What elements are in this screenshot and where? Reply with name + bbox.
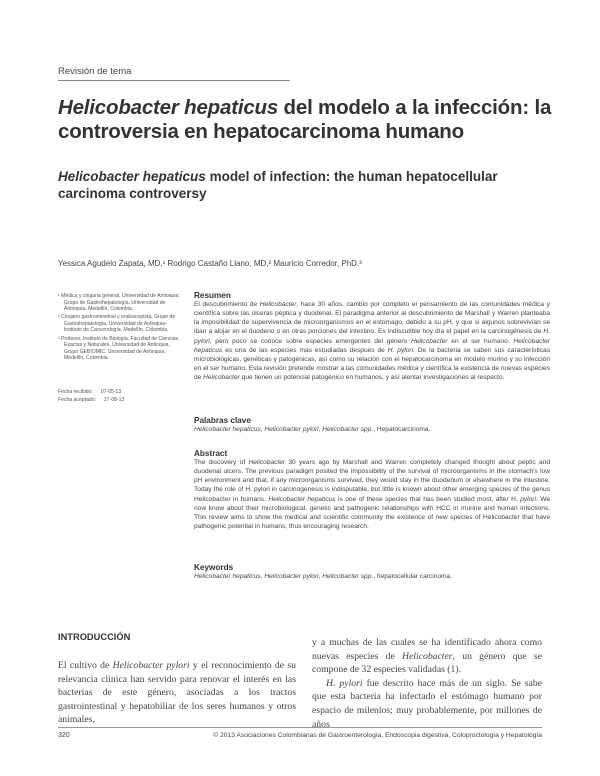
palabras-clave-section <box>194 416 550 434</box>
text-run: y el reconocimiento de su relevancia clínica han servido para renovar el interés en las bacterias de este género, asociadas a los tractos gastrointestinal y hepatobiliar de los seres humanos y otros animales, <box>58 660 296 726</box>
title-english-genus: Helicobacter hepaticus <box>58 169 206 184</box>
italic-run: Helicobacter <box>248 459 286 466</box>
italic-run: Helicobacter hepaticus, Helicobacter pylori, Helicobacter spp. <box>194 573 374 580</box>
text-run: . We now know about their microbiological, genetic and pathogenic relationships with HCC in murine and human infections. This review aims to show the medical and scientific community the existence of new species of Helicobacter that have pathogenic potential in humans, thus encouraging research. <box>194 495 550 531</box>
resumen-text <box>194 300 550 382</box>
italic-run: Helicobacter <box>402 650 453 662</box>
italic-run: Helicobacter <box>203 374 240 382</box>
italic-run: H. pylori <box>387 346 414 354</box>
keywords-text <box>194 572 550 581</box>
text-run: The discovery of <box>194 459 249 466</box>
accepted-date <box>58 397 180 405</box>
italic-run: H. pylori <box>326 677 363 689</box>
text-run: , Hepatocarcinoma. <box>373 426 431 433</box>
affiliation-item: ¹ Médica y cirujana general, Universidad de Antioquia; Grupo de Gastrohepatología, Universidad de Antioquia. Medellín, Colombia. <box>58 293 180 313</box>
text-run: . De la bacteria se saben sus características microbiológicas, genéticas y patogénicas, así como su relación con el hepatocarcinoma en modelo murino y su infección en el ser humano. Esta revisión pretende mostrar a las comunidades médica y científica la existencia de nuevas especies de <box>194 346 551 382</box>
italic-run: Helicobacter hepaticus <box>268 495 336 503</box>
title-english <box>58 168 538 202</box>
italic-run: Helicobacter hepaticus <box>194 337 551 354</box>
text-run: que tienen un potencial patogénico en humanos, y así alentar investigaciones al respecto. <box>239 374 505 382</box>
resumen-heading: Resumen <box>194 291 231 300</box>
resumen-section <box>194 291 550 382</box>
accepted-label: Fecha aceptado: <box>58 396 96 403</box>
text-run: , hace 30 años, cambió por completo el pensamiento de las comunidades médica y científica sobre las úlceras péptica y duodenal. El paradigma anterior al descubrimiento de Marshall y Warren planteaba la imposibilidad de supervivencia de microorganismos en el estómago, debido a su pH, y que si algunos sobrevivían se iban a alojar en el duodeno o en otras porciones del intestino. Es indiscutible hoy día el papel en la carcinogénesis de <box>194 301 550 336</box>
received-label: Fecha recibido: <box>58 389 93 395</box>
text-run: El descubrimiento de <box>194 301 260 308</box>
footer-divider <box>58 727 542 728</box>
introduction-heading: INTRODUCCIÓN <box>58 632 131 642</box>
title-english-rest: model of infection: the human hepatocellular carcinoma controversy <box>58 169 498 201</box>
text-run: , hepatocellular carcinoma. <box>373 573 453 580</box>
author-list: Yessica Agudelo Zapata, MD,¹ Rodrigo Castaño Llano, MD,² Mauricio Corredor, PhD.³ <box>58 259 362 268</box>
section-label: Revisión de tema <box>58 66 132 77</box>
text-run: 30 years ago by Marshall and Warren completely changed thought about peptic and duodenal ulcers. The previous paradigm posited the impossibility of the survival of microorganisms in the stomach's low pH environment and that, if any microorganisms survived, they would stay in the duodenum or elsewhere in the intestine. Today the role of H. pylori in carcinogenesis is indisputable, but little is known about other emerging species of the genus Helicobacter in humans. <box>194 459 550 503</box>
italic-run: Helicobacter hepaticus, Helicobacter pylori, Helicobacter spp. <box>194 426 374 433</box>
received-date <box>58 389 180 397</box>
italic-run: Helicobacter pylori <box>112 660 190 671</box>
paragraph <box>312 636 542 677</box>
italic-run: Helicobacter <box>410 337 448 345</box>
affiliation-item: ³ Profesor, Instituto de Biología, Facultad de Ciencias Exactas y Naturales, Universidad de Antioquia, Grupo GEBIOMIC, Universidad de Antioquia. Medellín, Colombia. <box>58 335 179 362</box>
keywords-heading: Keywords <box>194 563 234 572</box>
paragraph <box>312 677 542 731</box>
palabras-clave-text <box>194 425 550 434</box>
italic-run: Helicobacter <box>259 301 297 308</box>
affiliations <box>58 293 180 363</box>
abstract-text <box>194 458 550 531</box>
received-value: 07-05-13 <box>100 389 122 395</box>
page-number: 320 <box>58 732 70 739</box>
text-run: is one of these species that has been studied most, after H. <box>335 495 521 503</box>
title-spanish-rest: del modelo a la infección: la controversia en hepatocarcinoma humano <box>58 96 552 143</box>
affiliation-item: ² Cirujano gastrointestinal y endoscopista, Grupo de Gastrohepatología, Universidad de Antioquia-Instituto de Cancerología. Medellín, Colombia. <box>58 314 176 334</box>
text-run: , un género que se compone de 32 especies validadas (1). <box>312 650 542 676</box>
keywords-section <box>194 563 550 581</box>
text-run: es una de las especies más estudiadas después de <box>222 346 388 354</box>
introduction-left-column <box>58 659 296 727</box>
text-run: en el ser humano. <box>447 337 514 345</box>
abstract-section <box>194 449 550 531</box>
accepted-value: 27-08-13 <box>103 396 125 403</box>
introduction-right-column <box>312 636 542 731</box>
copyright-notice: © 2013 Asociaciones Colombianas de Gastroenterología, Endoscopia digestiva, Coloproctología y Hepatología <box>213 732 542 739</box>
title-spanish <box>58 96 558 144</box>
palabras-clave-heading: Palabras clave <box>194 416 251 425</box>
text-run: El cultivo de <box>58 660 113 671</box>
article-dates <box>58 389 180 404</box>
text-run: y a muchas de las cuales se ha identificado ahora como nuevas especies de <box>312 637 542 662</box>
title-spanish-genus: Helicobacter hepaticus <box>58 96 279 119</box>
italic-run: pylori <box>520 495 536 503</box>
text-run: , pero poco se conoce sobre especies emergentes del género <box>209 337 411 345</box>
text-run: fue descrito hace más de un siglo. Se sabe que esta bacteria ha infectado el estómago humano por espacio de milenios; muy probablemente, por millones de años <box>312 677 542 730</box>
italic-run: H. pylori <box>194 328 550 345</box>
abstract-heading: Abstract <box>194 449 228 458</box>
section-divider <box>58 80 290 81</box>
